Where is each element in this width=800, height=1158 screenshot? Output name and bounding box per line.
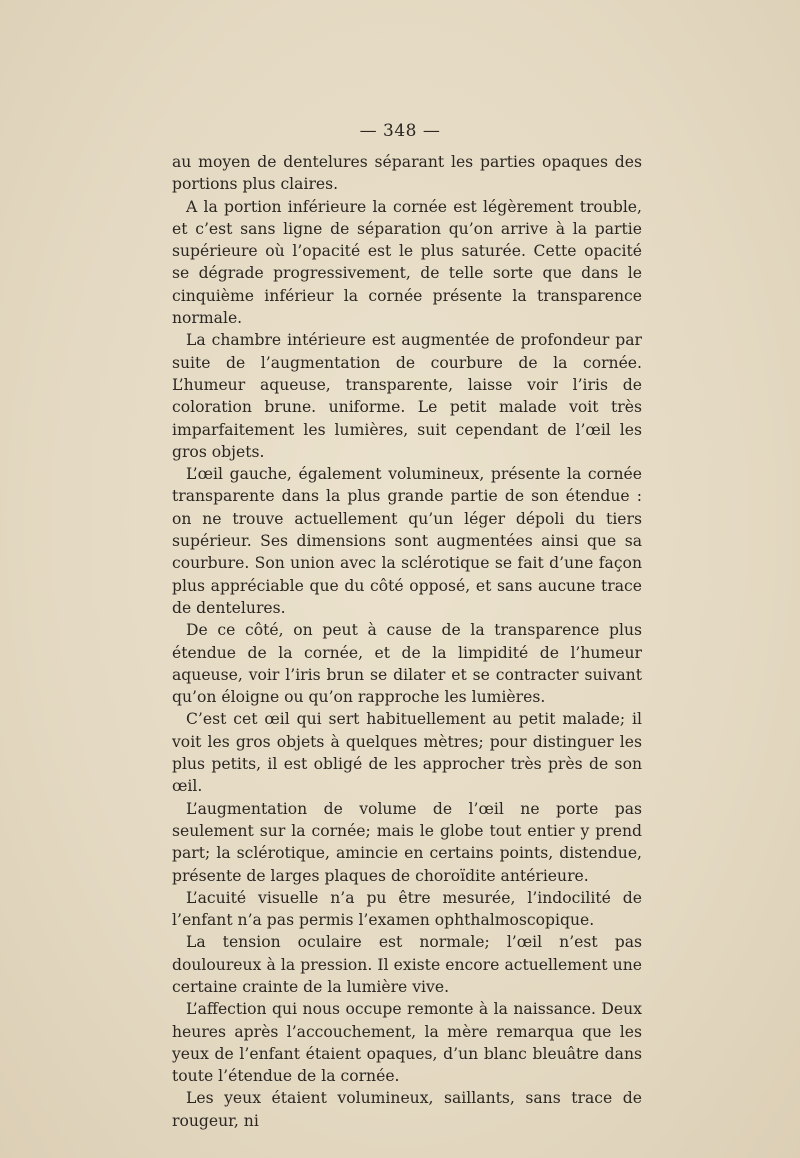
- paragraph-5: De ce côté, on peut à cause de la transparence plus étendue de la cornée, et de la limpidité de l’humeur aqueuse, voir l’iris brun se dilater et se contracter suivant qu’on éloigne ou qu’on rapproche les lumières.: [172, 621, 642, 707]
- paragraph-2: A la portion inférieure la cornée est légèrement trouble, et c’est sans ligne de séparation qu’on arrive à la partie supérieure où l’opacité est le plus saturée. Cette opacité se dégrade progressivement, de telle sorte que dans le cinquième inférieur la cornée présente la transparence normale.: [172, 197, 642, 328]
- page-number: — 348 —: [359, 121, 441, 141]
- paragraph-11: Les yeux étaient volumineux, saillants, sans trace de rougeur, ni: [172, 1089, 642, 1130]
- paragraph-10: L’affection qui nous occupe remonte à la naissance. Deux heures après l’accouchement, la mère remarqua que les yeux de l’enfant étaient opaques, d’un blanc bleuâtre dans toute l’étendue de la cornée.: [172, 1000, 642, 1086]
- paragraph-7: L’augmentation de volume de l’œil ne porte pas seulement sur la cornée; mais le globe tout entier y prend part; la sclérotique, amincie en certains points, distendue, présente de larges plaques de choroïdite antérieure.: [172, 799, 642, 885]
- paragraph-3: La chambre intérieure est augmentée de profondeur par suite de l’augmentation de courbure de la cornée. L’humeur aqueuse, transparente, laisse voir l’iris de coloration brune. uniforme. Le petit malade voit très imparfaitement les lumières, suit cependant de l’œil les gros objets.: [172, 331, 642, 461]
- paragraph-4: L’œil gauche, également volumineux, présente la cornée transparente dans la plus grande partie de son étendue : on ne trouve actuellement qu’un léger dépoli du tiers supérieur. Ses dimensions sont augmentées ainsi que sa courbure. Son union avec la sclérotique se fait d’une façon plus appréciable que du côté opposé, et sans aucune trace de dentelures.: [172, 465, 642, 617]
- paragraph-1: au moyen de dentelures séparant les parties opaques des portions plus claires.: [172, 153, 642, 194]
- paragraph-9: La tension oculaire est normale; l’œil n’est pas douloureux à la pression. Il existe encore actuellement une certaine crainte de la lumière vive.: [172, 933, 642, 996]
- body-text: [172, 151, 642, 1132]
- paragraph-8: L’acuité visuelle n’a pu être mesurée, l’indocilité de l’enfant n’a pas permis l’examen ophthalmoscopique.: [172, 888, 642, 930]
- paragraph-6: C’est cet œil qui sert habituellement au petit malade; il voit les gros objets à quelques mètres; pour distinguer les plus petits, il est obligé de les approcher très près de son œil.: [172, 710, 642, 796]
